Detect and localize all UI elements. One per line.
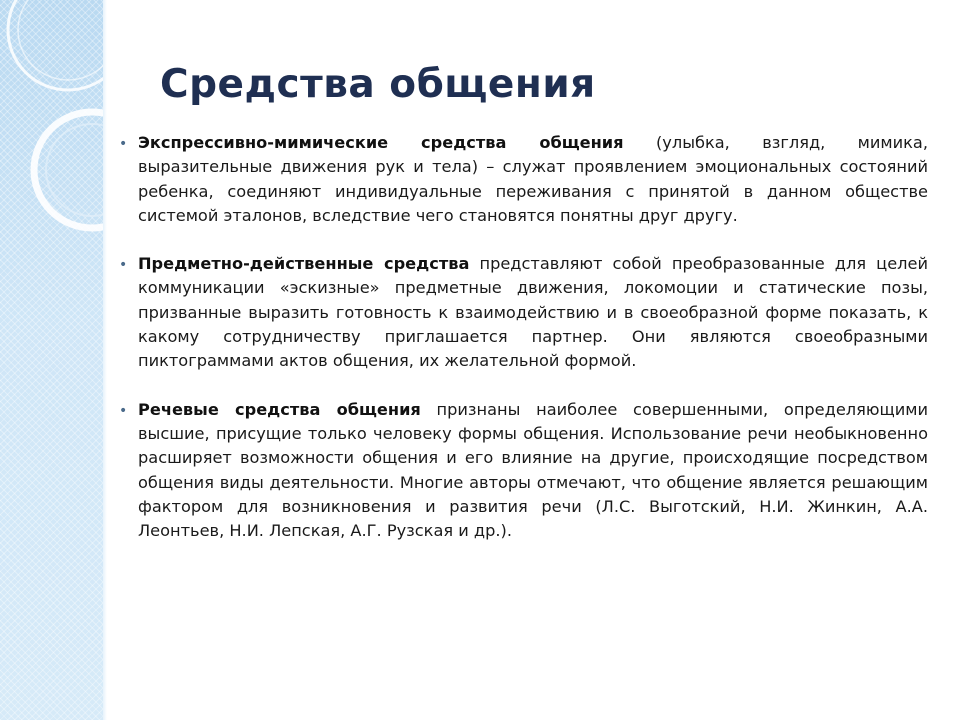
bullet-dot-icon: • (119, 402, 128, 419)
bullet-term: Предметно-действенные средства (138, 254, 470, 274)
bullet-text (138, 252, 928, 373)
bullet-text (138, 398, 928, 544)
slide-title: Средства общения (160, 62, 596, 107)
bullet-item (116, 398, 928, 544)
bullet-dot-icon: • (119, 136, 128, 152)
decorative-circles (0, 0, 107, 720)
bullet-list (116, 131, 928, 567)
bullet-item (116, 131, 928, 228)
bullet-body: признаны наиболее совершенными, определяющими высшие, присущие только человеку формы общения. Использование речи необыкновенно расширяет возможности общения и его влияние на другие, происходящие посредством общения виды деятельности. Многие авторы отмечают, что общение является решающим фактором для возникновения и развития речи (Л.С. Выготский, Н.И. Жинкин, А.А. Леонтьев, Н.И. Лепская, А.Г. Рузская и др.). (138, 399, 928, 541)
sidebar-edge (103, 0, 107, 720)
bullet-item (116, 252, 928, 373)
bullet-dot-icon: • (119, 257, 128, 274)
bullet-term: Экспрессивно-мимические средства общения (138, 133, 624, 152)
decorative-sidebar (0, 0, 107, 720)
bullet-term: Речевые средства общения (138, 399, 421, 419)
bullet-body: (улыбка, взгляд, мимика, выразительные движения рук и тела) – служат проявлением эмоциональных состояний ребенка, соединяют индивидуальные переживания с принятой в данном обществе системой эталонов, вследствие чего становятся понятны друг другу. (138, 133, 928, 225)
bullet-body: представляют собой преобразованные для целей коммуникации «эскизные» предметные движения, локомоции и статические позы, призванные выразить готовность к взаимодействию и в своеобразной форме показать, к какому сотрудничеству приглашается партнер. Они являются своеобразными пиктограммами актов общения, их желательной формой. (138, 254, 928, 371)
bullet-text (138, 131, 928, 228)
